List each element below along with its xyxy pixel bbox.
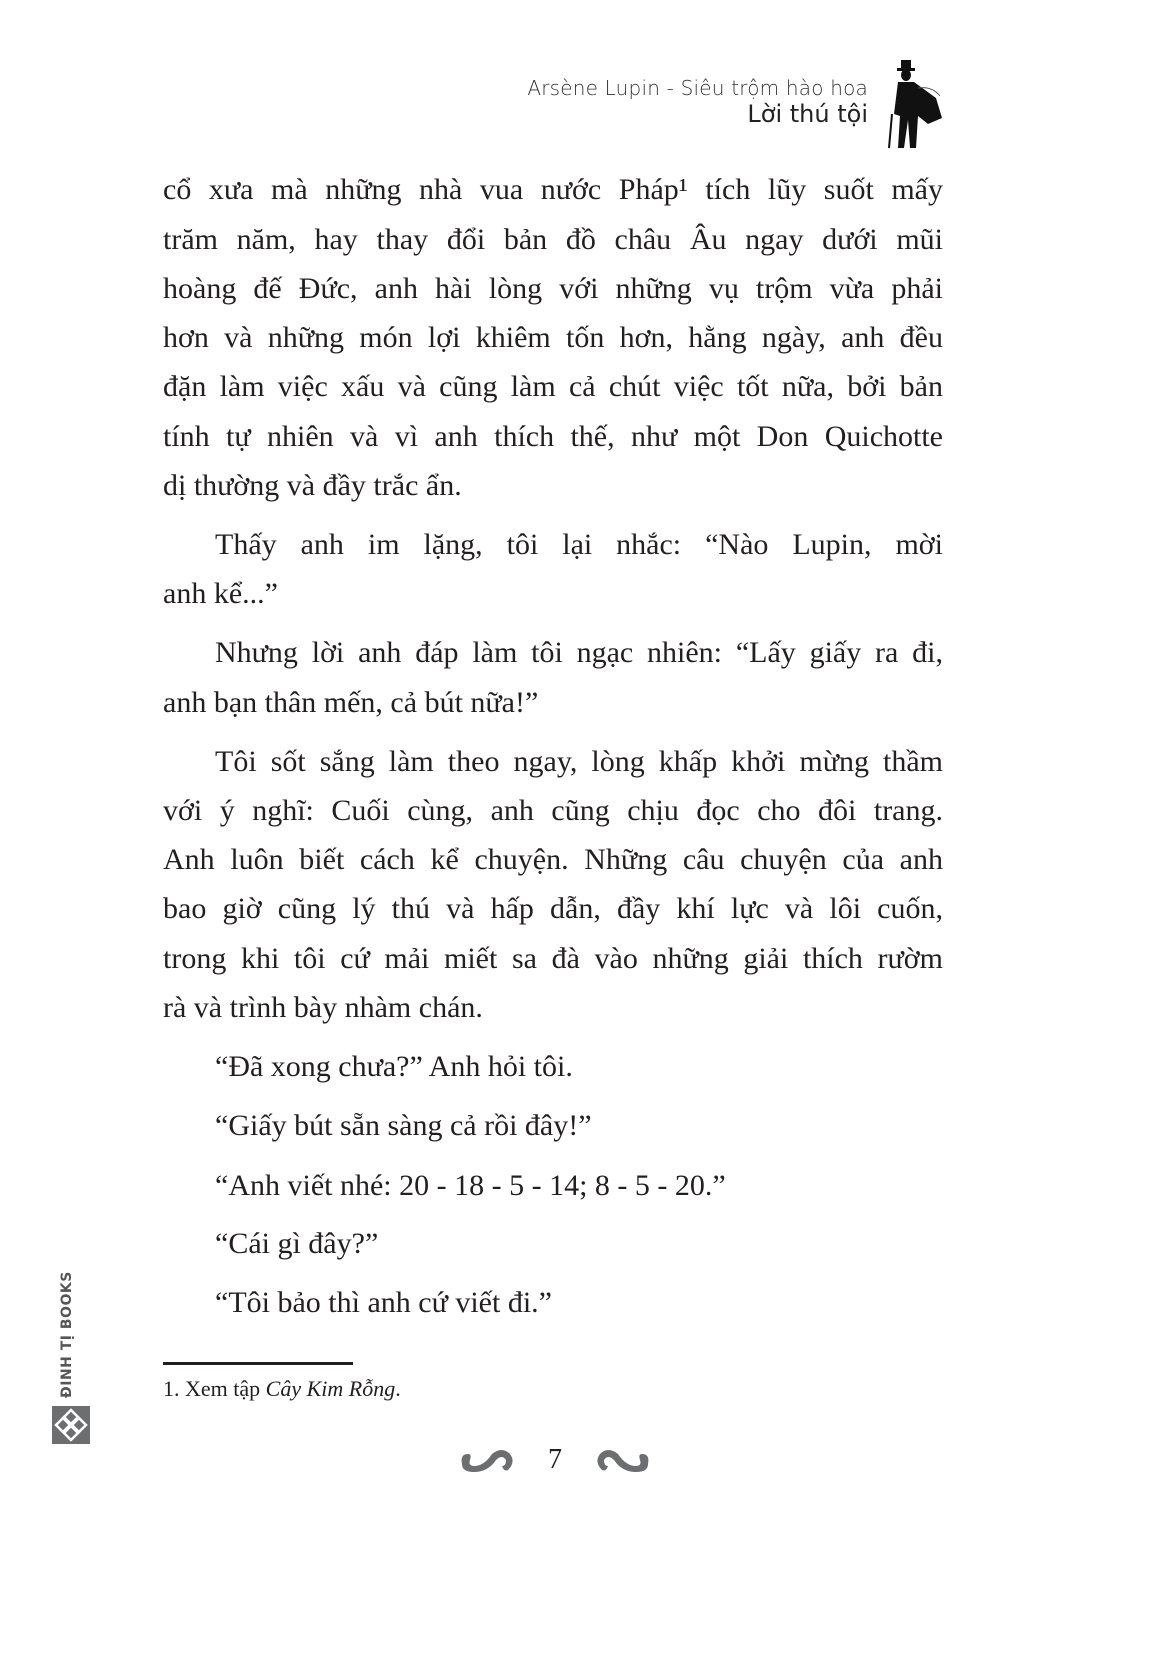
text-line: hoàng đế Đức, anh hài lòng với những vụ trộm vừa phải xyxy=(163,272,943,305)
text-line: Tôi sốt sắng làm theo ngay, lòng khấp khởi mừng thầm xyxy=(215,745,943,778)
text-line: “Đã xong chưa?” Anh hỏi tôi. xyxy=(215,1050,573,1083)
footnote-divider xyxy=(163,1362,353,1365)
publisher-name: ĐINH TỊ BOOKS xyxy=(59,1271,75,1398)
publisher-logo xyxy=(52,1406,90,1444)
text-line: anh bạn thân mến, cả bút nữa!” xyxy=(163,686,539,719)
text-line: trăm năm, hay thay đổi bản đồ châu Âu ngay dưới mũi xyxy=(163,223,943,256)
right-ornament-icon xyxy=(594,1446,652,1474)
text-line: “Giấy bút sẵn sàng cả rồi đây!” xyxy=(215,1109,592,1142)
text-line: dị thường và đầy trắc ẩn. xyxy=(163,469,462,502)
text-line: cổ xưa mà những nhà vua nước Pháp¹ tích lũy suốt mấy xyxy=(163,173,943,206)
series-title: Arsène Lupin - Siêu trộm hào hoa xyxy=(527,76,868,100)
text-line: trong khi tôi cứ mải miết sa đà vào những giải thích rườm xyxy=(163,942,943,975)
text-line: với ý nghĩ: Cuối cùng, anh cũng chịu đọc cho đôi trang. xyxy=(163,794,943,827)
text-line: đặn làm việc xấu và cũng làm cả chút việc tốt nữa, bởi bản xyxy=(163,370,943,403)
footnote xyxy=(163,1374,401,1404)
diamond-logo-icon xyxy=(52,1406,90,1444)
footnote-book-title: Cây Kim Rỗng xyxy=(265,1376,396,1401)
left-ornament-icon xyxy=(458,1446,516,1474)
text-line: Anh luôn biết cách kể chuyện. Những câu chuyện của anh xyxy=(163,843,943,876)
text-line: rà và trình bày nhàm chán. xyxy=(163,991,483,1024)
text-line: hơn và những món lợi khiêm tốn hơn, hằng ngày, anh đều xyxy=(163,321,943,354)
footnote-number: 1. Xem tập xyxy=(163,1376,266,1401)
text-line: Thấy anh im lặng, tôi lại nhắc: “Nào Lupin, mời xyxy=(215,528,943,561)
text-line: anh kể...” xyxy=(163,577,278,610)
text-line: “Anh viết nhé: 20 - 18 - 5 - 14; 8 - 5 - 20.” xyxy=(215,1169,726,1202)
book-title: Lời thú tội xyxy=(747,100,868,128)
gentleman-silhouette-icon xyxy=(884,58,944,150)
footnote-end: . xyxy=(395,1376,401,1401)
text-line: tính tự nhiên và vì anh thích thế, như một Don Quichotte xyxy=(163,420,943,453)
text-line: Nhưng lời anh đáp làm tôi ngạc nhiên: “Lấy giấy ra đi, xyxy=(215,636,943,669)
text-line: “Cái gì đây?” xyxy=(215,1227,379,1260)
text-line: bao giờ cũng lý thú và hấp dẫn, đầy khí lực và lôi cuốn, xyxy=(163,892,943,925)
text-line: “Tôi bảo thì anh cứ viết đi.” xyxy=(215,1286,552,1319)
page-number: 7 xyxy=(548,1444,562,1475)
